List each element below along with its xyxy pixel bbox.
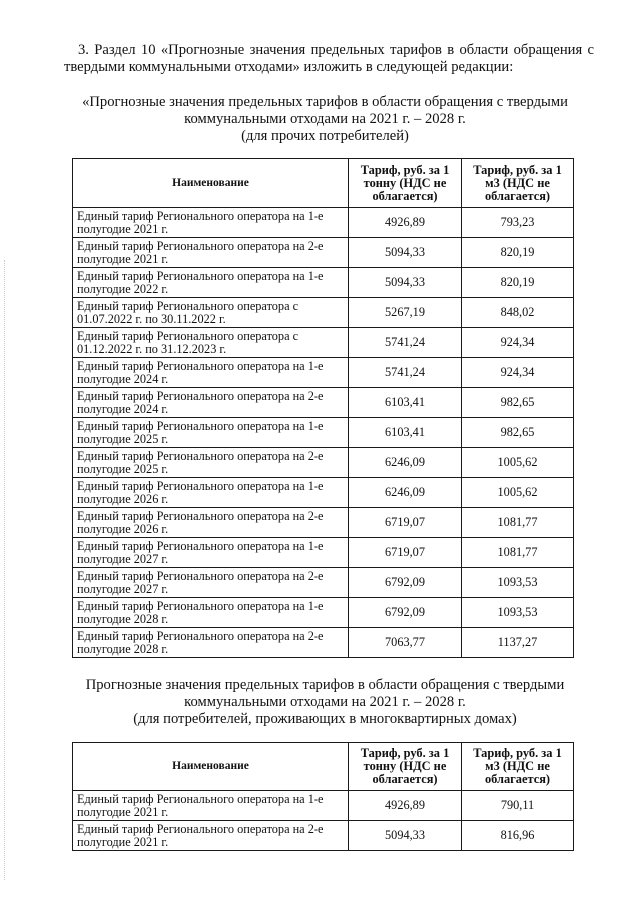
table-row — [73, 388, 574, 418]
tariff-m3-cell: 820,19 — [462, 268, 574, 298]
table-row — [73, 508, 574, 538]
row-name-cell: Единый тариф Регионального оператора с 01.07.2022 г. по 30.11.2022 г. — [73, 298, 349, 328]
tariff-m3-cell: 1081,77 — [462, 508, 574, 538]
tariff-m3-cell: 790,11 — [462, 791, 574, 821]
tariff-ton-cell: 5094,33 — [349, 821, 462, 851]
table-row — [73, 791, 574, 821]
tariff-m3-cell: 982,65 — [462, 418, 574, 448]
section2-title-line1: Прогнозные значения предельных тарифов в области обращения с твердыми — [85, 677, 565, 693]
row-name-cell: Единый тариф Регионального оператора на 2-е полугодие 2025 г. — [73, 448, 349, 478]
section1-heading — [60, 94, 590, 145]
tariff-m3-cell: 924,34 — [462, 328, 574, 358]
table-row — [73, 448, 574, 478]
row-name-cell: Единый тариф Регионального оператора на 1-е полугодие 2026 г. — [73, 478, 349, 508]
tariff-m3-cell: 924,34 — [462, 358, 574, 388]
table-row — [73, 478, 574, 508]
table-body — [73, 208, 574, 658]
section2-title-line2: коммунальными отходами на 2021 г. – 2028 г. — [184, 694, 466, 710]
tariff-ton-cell: 6719,07 — [349, 538, 462, 568]
table-row — [73, 208, 574, 238]
tariff-ton-cell: 5094,33 — [349, 238, 462, 268]
table-row — [73, 821, 574, 851]
tariff-m3-cell: 1137,27 — [462, 628, 574, 658]
tariff-ton-cell: 6103,41 — [349, 388, 462, 418]
tariff-m3-cell: 816,96 — [462, 821, 574, 851]
section1-title-line2: коммунальными отходами на 2021 г. – 2028 г. — [184, 111, 466, 127]
tariff-ton-cell: 5741,24 — [349, 358, 462, 388]
tariff-ton-cell: 4926,89 — [349, 791, 462, 821]
table-row — [73, 418, 574, 448]
tariff-ton-cell: 4926,89 — [349, 208, 462, 238]
row-name-cell: Единый тариф Регионального оператора на 2-е полугодие 2021 г. — [73, 821, 349, 851]
tariff-ton-cell: 5094,33 — [349, 268, 462, 298]
row-name-cell: Единый тариф Регионального оператора на 1-е полугодие 2024 г. — [73, 358, 349, 388]
column-header-name: Наименование — [73, 743, 349, 791]
column-header-tariff-m3: Тариф, руб. за 1 м3 (НДС не облагается) — [462, 159, 574, 208]
table-row — [73, 268, 574, 298]
scan-margin-line — [4, 260, 5, 880]
tariff-ton-cell: 5741,24 — [349, 328, 462, 358]
table-row — [73, 568, 574, 598]
table-row — [73, 628, 574, 658]
row-name-cell: Единый тариф Регионального оператора на 1-е полугодие 2028 г. — [73, 598, 349, 628]
tariff-ton-cell: 6792,09 — [349, 598, 462, 628]
tariff-m3-cell: 793,23 — [462, 208, 574, 238]
tariff-m3-cell: 982,65 — [462, 388, 574, 418]
table-body — [73, 791, 574, 851]
row-name-cell: Единый тариф Регионального оператора на 2-е полугодие 2028 г. — [73, 628, 349, 658]
table-row — [73, 298, 574, 328]
table-row — [73, 238, 574, 268]
row-name-cell: Единый тариф Регионального оператора на 1-е полугодие 2025 г. — [73, 418, 349, 448]
tariff-m3-cell: 1093,53 — [462, 568, 574, 598]
tariff-ton-cell: 6792,09 — [349, 568, 462, 598]
tariff-ton-cell: 6246,09 — [349, 448, 462, 478]
section2-subtitle: (для потребителей, проживающих в многоквартирных домах) — [133, 711, 517, 727]
column-header-tariff-m3: Тариф, руб. за 1 м3 (НДС не облагается) — [462, 743, 574, 791]
tariff-m3-cell: 1005,62 — [462, 448, 574, 478]
table-row — [73, 358, 574, 388]
section1-title-line1: «Прогнозные значения предельных тарифов в области обращения с твердыми — [82, 94, 568, 110]
table-row — [73, 538, 574, 568]
tariff-table-other-consumers — [72, 158, 574, 658]
column-header-tariff-ton: Тариф, руб. за 1 тонну (НДС не облагается) — [349, 743, 462, 791]
row-name-cell: Единый тариф Регионального оператора на 1-е полугодие 2022 г. — [73, 268, 349, 298]
tariff-ton-cell: 7063,77 — [349, 628, 462, 658]
tariff-ton-cell: 6719,07 — [349, 508, 462, 538]
tariff-ton-cell: 6246,09 — [349, 478, 462, 508]
tariff-table-apartment-consumers — [72, 742, 574, 851]
table-row — [73, 328, 574, 358]
row-name-cell: Единый тариф Регионального оператора с 01.12.2022 г. по 31.12.2023 г. — [73, 328, 349, 358]
tariff-ton-cell: 6103,41 — [349, 418, 462, 448]
section1-subtitle: (для прочих потребителей) — [241, 128, 409, 144]
table-header-row — [73, 743, 574, 791]
tariff-m3-cell: 1093,53 — [462, 598, 574, 628]
row-name-cell: Единый тариф Регионального оператора на 1-е полугодие 2021 г. — [73, 791, 349, 821]
section2-heading — [60, 677, 590, 728]
tariff-ton-cell: 5267,19 — [349, 298, 462, 328]
tariff-m3-cell: 848,02 — [462, 298, 574, 328]
table-header-row — [73, 159, 574, 208]
row-name-cell: Единый тариф Регионального оператора на 2-е полугодие 2021 г. — [73, 238, 349, 268]
tariff-m3-cell: 1081,77 — [462, 538, 574, 568]
row-name-cell: Единый тариф Регионального оператора на 1-е полугодие 2021 г. — [73, 208, 349, 238]
tariff-m3-cell: 1005,62 — [462, 478, 574, 508]
table-row — [73, 598, 574, 628]
row-name-cell: Единый тариф Регионального оператора на 2-е полугодие 2026 г. — [73, 508, 349, 538]
column-header-name: Наименование — [73, 159, 349, 208]
tariff-m3-cell: 820,19 — [462, 238, 574, 268]
column-header-tariff-ton: Тариф, руб. за 1 тонну (НДС не облагается) — [349, 159, 462, 208]
row-name-cell: Единый тариф Регионального оператора на 2-е полугодие 2027 г. — [73, 568, 349, 598]
intro-paragraph: 3. Раздел 10 «Прогнозные значения предельных тарифов в области обращения с твердыми коммунальными отходами» изложить в следующей редакции: — [64, 42, 594, 75]
row-name-cell: Единый тариф Регионального оператора на 1-е полугодие 2027 г. — [73, 538, 349, 568]
row-name-cell: Единый тариф Регионального оператора на 2-е полугодие 2024 г. — [73, 388, 349, 418]
